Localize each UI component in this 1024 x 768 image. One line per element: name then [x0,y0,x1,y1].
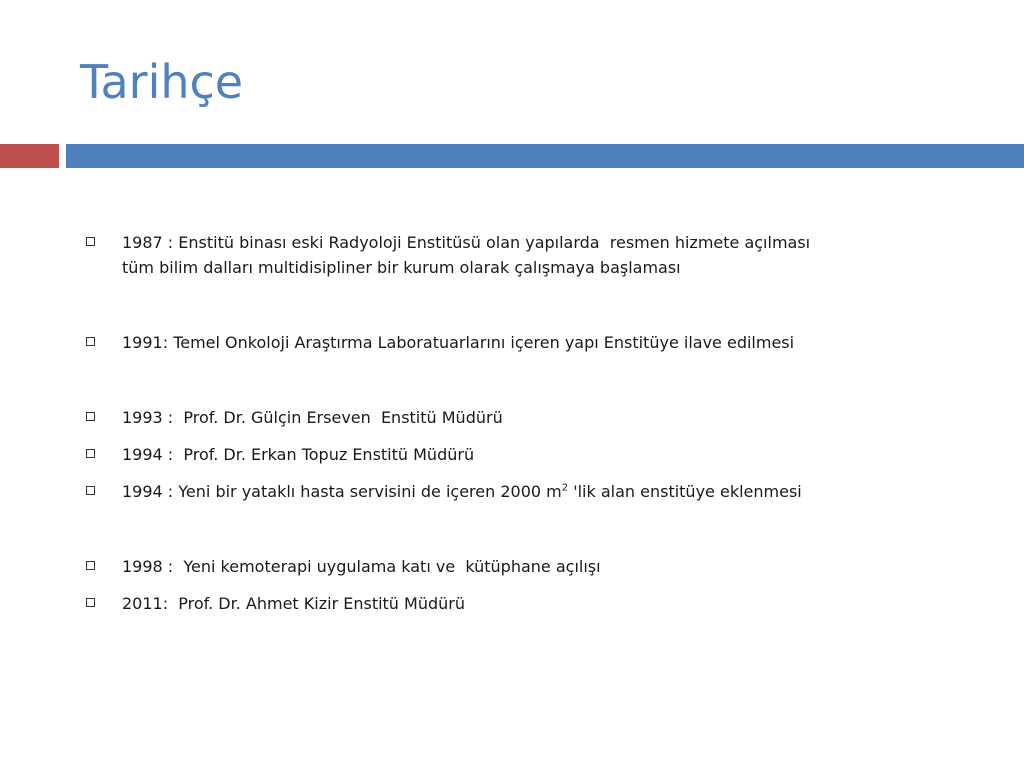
hollow-square-icon [86,598,95,607]
list-item-text: 1991: Temel Onkoloji Araştırma Laboratuarlarını içeren yapı Enstitüye ilave edilmesi [122,333,795,352]
list-item-text [122,230,810,280]
hollow-square-icon [86,486,95,495]
list-item-text: 1994 : Prof. Dr. Erkan Topuz Enstitü Müdürü [122,445,475,464]
list-item-text-part: 1994 : Yeni bir yataklı hasta servisini de içeren 2000 m [122,482,562,501]
list-item-line: tüm bilim dalları multidisipliner bir kurum olarak çalışmaya başlaması [122,258,681,277]
list-item [86,554,916,579]
superscript: 2 [561,482,569,494]
hollow-square-icon [86,561,95,570]
list-item [86,405,916,430]
list-item [86,591,916,616]
accent-bar-red [0,144,59,168]
hollow-square-icon [86,449,95,458]
hollow-square-icon [86,237,95,246]
hollow-square-icon [86,412,95,421]
list-item-text [122,479,802,504]
hollow-square-icon [86,337,95,346]
list-item [86,479,916,504]
list-item-text: 1993 : Prof. Dr. Gülçin Erseven Enstitü Müdürü [122,408,503,427]
list-item-text: 2011: Prof. Dr. Ahmet Kizir Enstitü Müdürü [122,594,465,613]
list-item [86,442,916,467]
list-item [86,330,916,355]
list-item-text-part: 'lik alan enstitüye eklenmesi [568,482,802,501]
list-item-line: 1987 : Enstitü binası eski Radyoloji Enstitüsü olan yapılarda resmen hizmete açılması [122,233,811,252]
list-item [86,230,916,280]
slide-title: Tarihçe [80,55,244,109]
list-item-text: 1998 : Yeni kemoterapi uygulama katı ve kütüphane açılışı [122,557,601,576]
accent-bar-blue [66,144,1024,168]
